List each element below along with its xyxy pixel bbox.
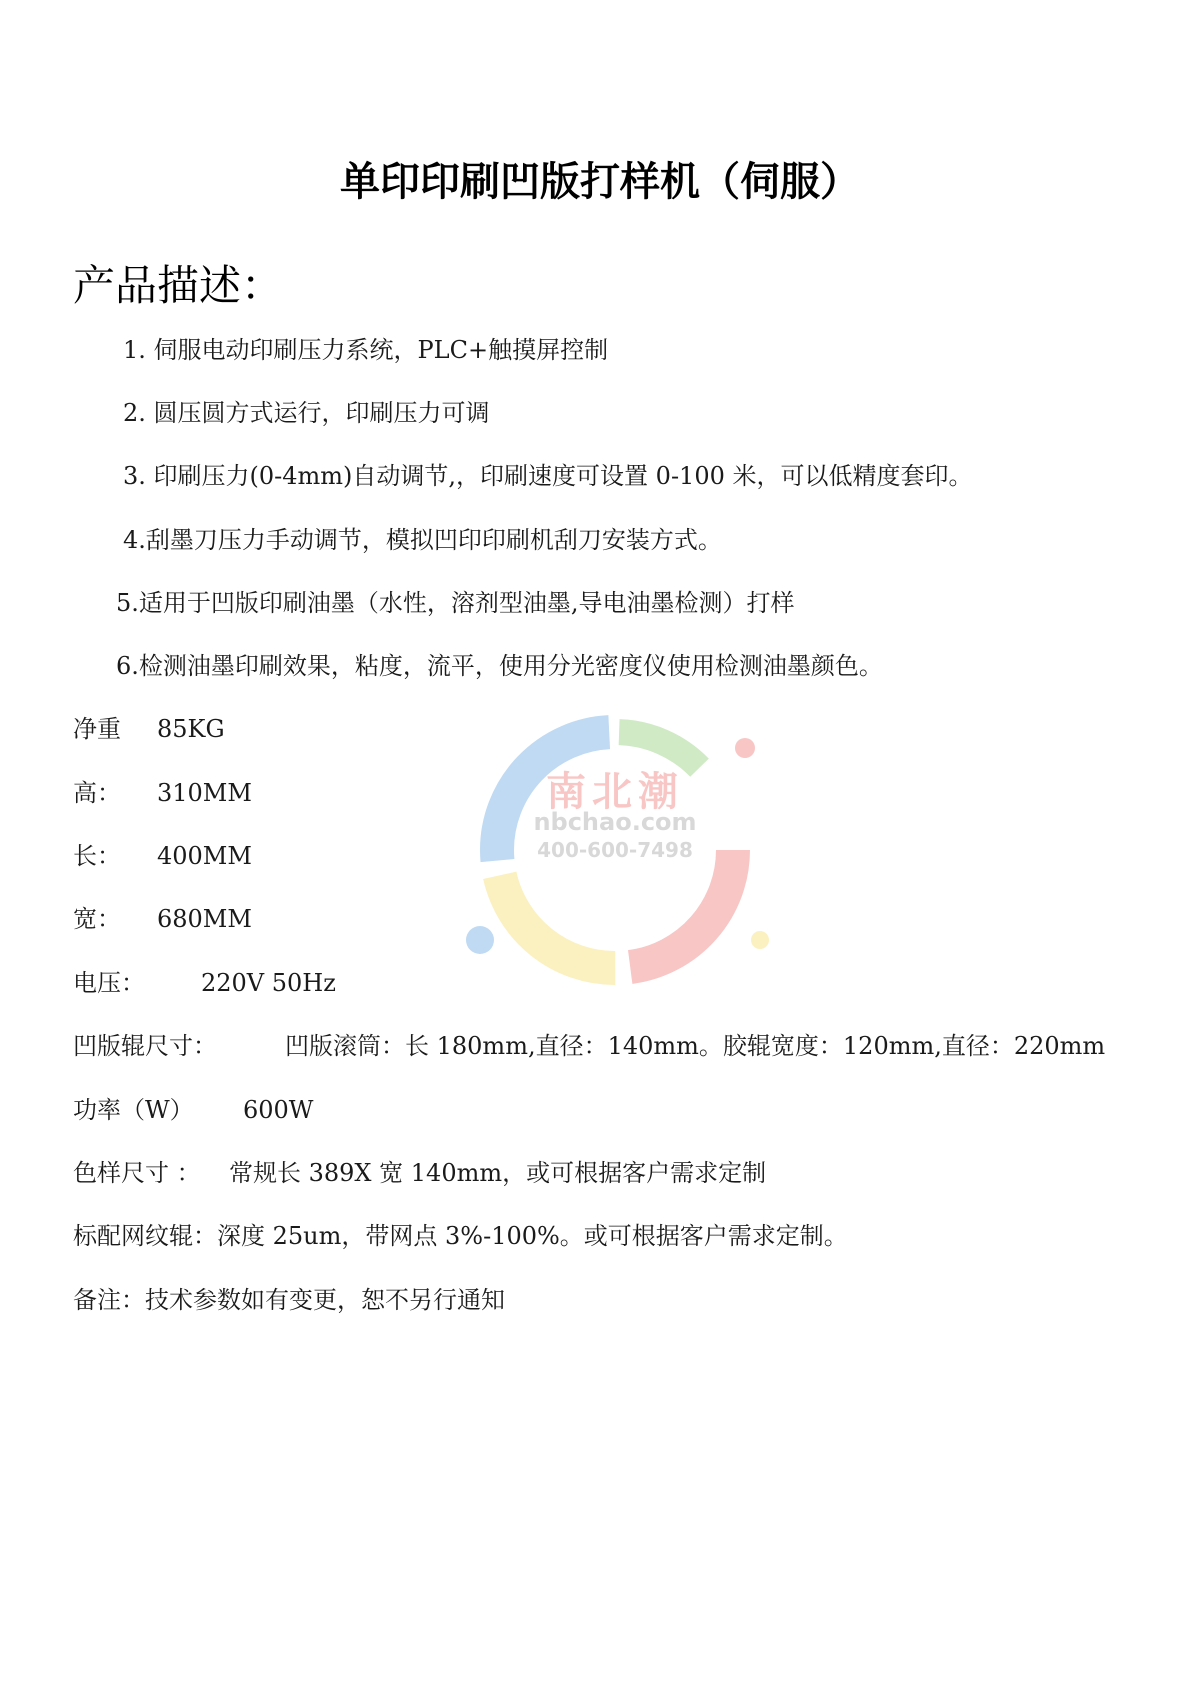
feature-item: 4.刮墨刀压力手动调节，模拟凹印印刷机刮刀安装方式。	[123, 526, 722, 554]
spec-label: 高：	[73, 779, 121, 807]
watermark-logo	[400, 690, 830, 1010]
spec-value: 凹版滚筒：长 180mm,直径：140mm。胶辊宽度：120mm,直径：220mm	[285, 1032, 1106, 1060]
spec-row-voltage	[73, 963, 336, 998]
remarks-note: 备注：技术参数如有变更，恕不另行通知	[73, 1286, 505, 1314]
spec-label: 净重	[73, 715, 121, 743]
spec-row-roller-size	[73, 1026, 1105, 1061]
spec-value: 600W	[243, 1096, 314, 1124]
feature-item: 1. 伺服电动印刷压力系统，PLC+触摸屏控制	[123, 336, 609, 364]
feature-item: 5.适用于凹版印刷油墨（水性，溶剂型油墨,导电油墨检测）打样	[116, 589, 795, 617]
spec-value: 310MM	[157, 779, 252, 807]
spec-value: 85KG	[157, 715, 225, 743]
spec-label: 凹版辊尺寸：	[73, 1032, 217, 1060]
spec-value: 400MM	[157, 842, 252, 870]
feature-item: 2. 圆压圆方式运行，印刷压力可调	[123, 399, 490, 427]
spec-value: 220V 50Hz	[201, 969, 336, 997]
watermark-phone: 400-600-7498	[537, 838, 693, 862]
spec-label: 宽：	[73, 905, 121, 933]
feature-item: 3. 印刷压力(0-4mm)自动调节,，印刷速度可设置 0-100 米，可以低精度套印。	[123, 462, 973, 490]
spec-row-height	[73, 773, 252, 808]
spec-value: 680MM	[157, 905, 252, 933]
spec-value: 常规长 389X 宽 140mm，或可根据客户需求定制	[229, 1159, 767, 1187]
spec-label: 电压：	[73, 969, 145, 997]
spec-row-power	[73, 1090, 313, 1125]
spec-value: 深度 25um，带网点 3%-100%。或可根据客户需求定制。	[217, 1222, 848, 1250]
spec-label: 功率（W）	[73, 1096, 194, 1124]
spec-row-length	[73, 836, 252, 871]
watermark-site: nbchao.com	[533, 808, 697, 836]
spec-label: 长：	[73, 842, 121, 870]
spec-label: 标配网纹辊：	[73, 1222, 217, 1250]
watermark-brand: 南北潮	[546, 769, 684, 815]
spec-row-net-weight	[73, 709, 225, 744]
spec-label: 色样尺寸 ：	[73, 1159, 201, 1187]
spec-row-width	[73, 899, 252, 934]
spec-row-sample-size	[73, 1153, 766, 1188]
section-heading: 产品描述：	[73, 261, 284, 310]
feature-item: 6.检测油墨印刷效果，粘度，流平，使用分光密度仪使用检测油墨颜色。	[116, 652, 883, 680]
spec-row-anilox-roller	[73, 1216, 848, 1251]
page-title: 单印印刷凹版打样机（伺服）	[340, 159, 860, 205]
